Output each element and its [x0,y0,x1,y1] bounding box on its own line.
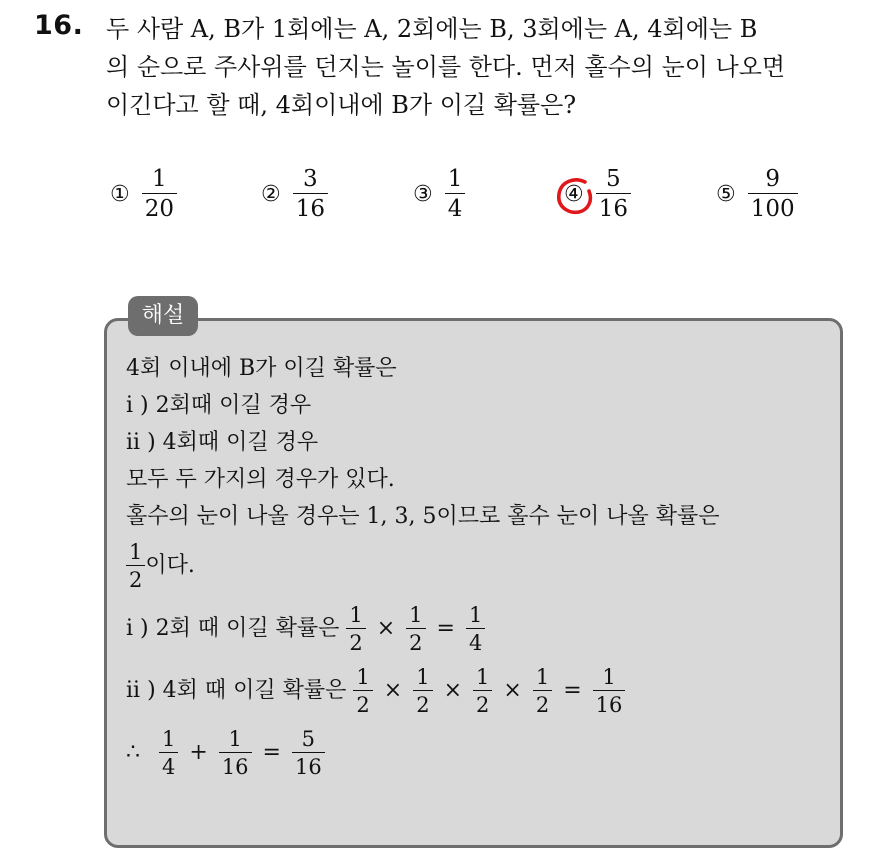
choice-4[interactable] [564,167,631,221]
solution-line: ∴ $\frac{1}{4}$ + $\frac{1}{16}$ = $\frac{5}{16}$ [126,723,719,783]
choice-marker: ③ [413,181,433,207]
choice-1[interactable] [110,167,177,221]
choice-marker: ② [261,181,281,207]
solution-line: 홀수의 눈이 나올 경우는 1, 3, 5이므로 홀수 눈이 나올 확률은 [126,504,720,529]
solution-line: i ) 2회 때 이길 확률은 $\frac{1}{2}$ × $\frac{1}{2}$ = $\frac{1}{4}$ [126,599,719,659]
solution-line: ii ) 4회 때 이길 확률은 $\frac{1}{2}$ × $\frac{1}{2}$ × $\frac{1}{2}$ × $\frac{1}{2}$ = $\frac{1}{16}$ [126,661,719,721]
fraction-one-half: $\frac{1}{2}$ [126,541,145,591]
choice-fraction: $\frac{5}{16}$ [596,167,631,221]
choice-fraction: $\frac{3}{16}$ [293,167,328,221]
therefore-symbol: ∴ [126,740,140,765]
choice-fraction: $\frac{1}{20}$ [142,167,177,221]
choice-fraction: $\frac{9}{100}$ [748,167,798,221]
question-line: 이긴다고 할 때, 4회이내에 B가 이길 확률은? [106,91,577,119]
choice-marker: ① [110,181,130,207]
choice-fraction: $\frac{1}{4}$ [445,167,466,221]
question-text [106,10,866,124]
choice-marker: ④ [564,181,584,207]
solution-content [126,350,719,783]
solution-line: $\frac{1}{2}$ 이다. [126,535,719,597]
solution-line: ii ) 4회때 이길 경우 [126,430,319,455]
solution-line: 모두 두 가지의 경우가 있다. [126,467,395,492]
solution-line: i ) 2회때 이길 경우 [126,393,312,418]
choice-2[interactable] [261,167,328,221]
choice-5[interactable] [716,167,798,221]
choice-3[interactable] [413,167,465,221]
solution-line: 4회 이내에 B가 이길 확률은 [126,356,397,381]
question-line: 의 순으로 주사위를 던지는 놀이를 한다. 먼저 홀수의 눈이 나오면 [106,53,786,81]
question-number: 16. [34,10,84,41]
question-line: 두 사람 A, B가 1회에는 A, 2회에는 B, 3회에는 A, 4회에는 B [106,15,758,43]
solution-tag: 해설 [128,296,198,336]
choice-marker: ⑤ [716,181,736,207]
